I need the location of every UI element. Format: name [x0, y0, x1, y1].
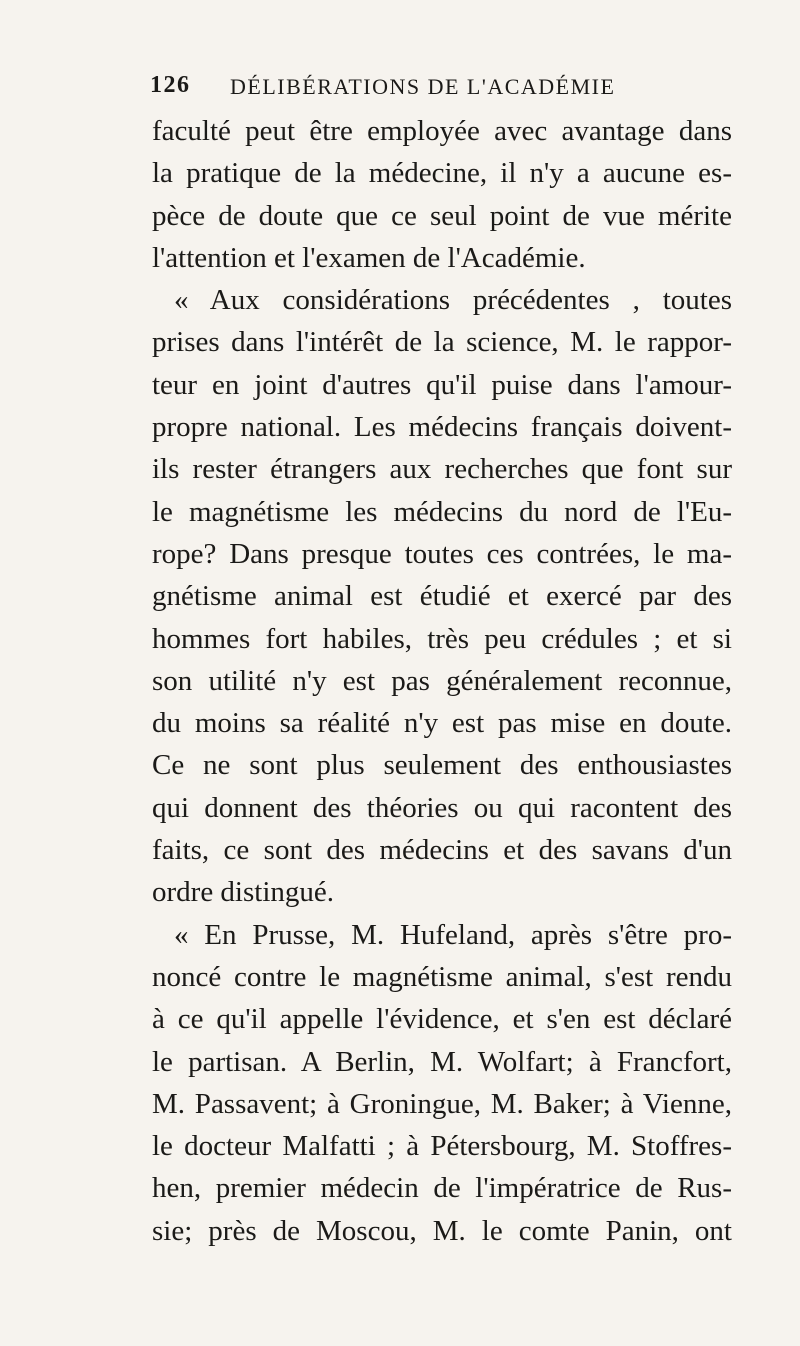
text-line: faits, ce sont des médecins et des savans d'un: [152, 834, 732, 867]
running-head-title: DÉLIBÉRATIONS DE L'ACADÉMIE: [230, 74, 616, 99]
text-line: noncé contre le magnétisme animal, s'est rendu: [152, 960, 732, 993]
text-line: le partisan. A Berlin, M. Wolfart; à Francfort,: [152, 1045, 732, 1078]
text-line: propre national. Les médecins français doivent-: [152, 411, 732, 444]
text-line: « Aux considérations précédentes , toutes: [174, 284, 732, 317]
text-line: rope? Dans presque toutes ces contrées, le ma-: [152, 537, 732, 570]
text-line: sie; près de Moscou, M. le comte Panin, ont: [152, 1214, 732, 1247]
text-line: prises dans l'intérêt de la science, M. le rappor-: [152, 326, 732, 359]
text-line: qui donnent des théories ou qui racontent des: [152, 791, 732, 824]
running-head: [150, 72, 710, 106]
text-line: le docteur Malfatti ; à Pétersbourg, M. Stoffres-: [152, 1130, 732, 1163]
text-line: du moins sa réalité n'y est pas mise en doute.: [152, 707, 732, 740]
text-line: « En Prusse, M. Hufeland, après s'être pro-: [174, 918, 732, 951]
text-line: faculté peut être employée avec avantage dans: [152, 115, 732, 147]
text-line: ordre distingué.: [152, 876, 335, 909]
text-line: son utilité n'y est pas généralement reconnue,: [152, 664, 732, 697]
text-line: Ce ne sont plus seulement des enthousiastes: [152, 749, 732, 782]
text-line: à ce qu'il appelle l'évidence, et s'en est déclaré: [152, 1003, 732, 1036]
text-line: hen, premier médecin de l'impératrice de Rus-: [152, 1172, 732, 1205]
text-line: M. Passavent; à Groningue, M. Baker; à Vienne,: [152, 1087, 732, 1120]
body-text: [152, 110, 732, 1252]
text-line: hommes fort habiles, très peu crédules ; et si: [152, 622, 732, 655]
text-line: pèce de doute que ce seul point de vue mérite: [152, 199, 732, 232]
text-line: l'attention et l'examen de l'Académie.: [152, 241, 586, 274]
text-line: le magnétisme les médecins du nord de l'Eu-: [152, 495, 732, 528]
page-number: 126: [150, 72, 191, 98]
text-line: ils rester étrangers aux recherches que font sur: [152, 453, 732, 486]
text-line: gnétisme animal est étudié et exercé par des: [152, 580, 732, 613]
text-line: teur en joint d'autres qu'il puise dans l'amour-: [152, 368, 732, 401]
text-line: la pratique de la médecine, il n'y a aucune es-: [152, 157, 732, 190]
